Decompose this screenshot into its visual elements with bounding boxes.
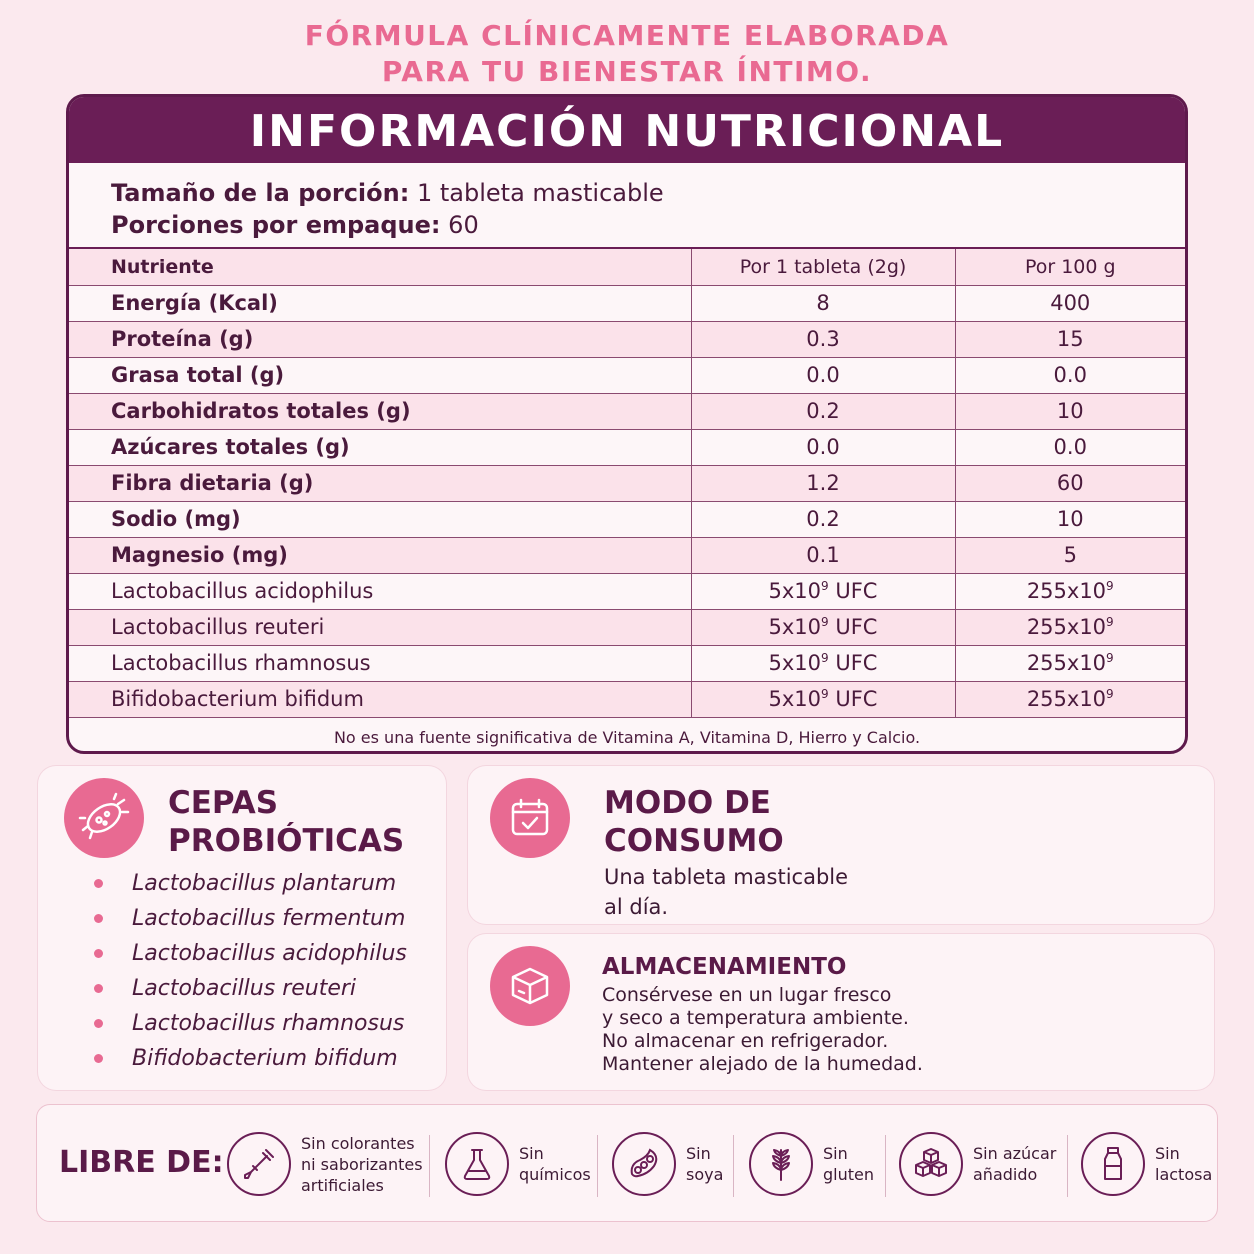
- per-100g-value: 15: [955, 321, 1185, 357]
- storage-title: ALMACENAMIENTO: [602, 954, 847, 980]
- per-tablet-value: 0.2: [691, 393, 955, 429]
- portions-label: Porciones por empaque:: [111, 211, 441, 239]
- divider: [1067, 1135, 1068, 1197]
- divider: [597, 1135, 598, 1197]
- per-tablet-value: 0.0: [691, 357, 955, 393]
- per-100g-value: $255x10^9$: [955, 573, 1185, 609]
- tagline-line-1: FÓRMULA CLÍNICAMENTE ELABORADA: [304, 19, 950, 52]
- table-row: [69, 573, 1185, 609]
- usage-title-line-2: CONSUMO: [604, 823, 784, 859]
- nutrient-name: Fibra dietaria (g): [69, 465, 691, 501]
- free-from-item: Sin lactosa: [1081, 1131, 1212, 1197]
- serving-size-label: Tamaño de la porción:: [111, 179, 410, 207]
- tagline-line-2: PARA TU BIENESTAR ÍNTIMO.: [381, 55, 873, 88]
- per-100g-value: $255x10^9$: [955, 609, 1185, 645]
- storage-line: No almacenar en refrigerador.: [602, 1030, 889, 1052]
- soy-icon: [612, 1132, 676, 1196]
- strains-title-line-2: PROBIÓTICAS: [168, 823, 405, 859]
- per-tablet-value: $5x10^9$ UFC: [691, 573, 955, 609]
- nutrition-title: INFORMACIÓN NUTRICIONAL: [69, 97, 1185, 163]
- list-item: Lactobacillus acidophilus: [94, 936, 407, 971]
- per-100g-value: 10: [955, 501, 1185, 537]
- free-from-strip: [36, 1104, 1218, 1222]
- serving-info: [69, 163, 1185, 249]
- tagline: [0, 18, 1254, 90]
- per-100g-value: 0.0: [955, 357, 1185, 393]
- per-100g-value: $255x10^9$: [955, 681, 1185, 717]
- table-row: [69, 429, 1185, 465]
- free-from-item: Sin soya: [612, 1131, 723, 1197]
- table-row: [69, 357, 1185, 393]
- flask-icon: [445, 1132, 509, 1196]
- footnote: No es una fuente significativa de Vitamina A, Vitamina D, Hierro y Calcio.: [333, 727, 921, 747]
- nutrient-name: Proteína (g): [69, 321, 691, 357]
- milk-bottle-icon: [1081, 1132, 1145, 1196]
- divider: [885, 1135, 886, 1197]
- table-row: [69, 645, 1185, 681]
- list-item: Lactobacillus rhamnosus: [94, 1006, 407, 1041]
- divider: [429, 1135, 430, 1197]
- per-tablet-value: 1.2: [691, 465, 955, 501]
- per-tablet-value: 0.2: [691, 501, 955, 537]
- divider: [733, 1135, 734, 1197]
- per-tablet-value: 0.1: [691, 537, 955, 573]
- table-row: [69, 285, 1185, 321]
- list-item: Lactobacillus plantarum: [94, 866, 407, 901]
- per-100g-value: 60: [955, 465, 1185, 501]
- table-row: [69, 393, 1185, 429]
- per-100g-value: $255x10^9$: [955, 645, 1185, 681]
- bacteria-icon: [64, 778, 144, 858]
- per-tablet-value: 0.0: [691, 429, 955, 465]
- free-from-label: LIBRE DE:: [59, 1145, 224, 1180]
- per-tablet-value: $5x10^9$ UFC: [691, 681, 955, 717]
- table-row: [69, 609, 1185, 645]
- nutrient-name: Magnesio (mg): [69, 537, 691, 573]
- free-from-item: Sin químicos: [445, 1131, 591, 1197]
- col-header-per-tablet: Por 1 tableta (2g): [691, 249, 955, 285]
- dropper-icon: [227, 1132, 291, 1196]
- nutrient-name: Energía (Kcal): [69, 285, 691, 321]
- per-100g-value: 5: [955, 537, 1185, 573]
- col-header-per-100g: Por 100 g: [955, 249, 1185, 285]
- nutrient-name: Grasa total (g): [69, 357, 691, 393]
- strains-card: [38, 766, 446, 1090]
- table-row: [69, 465, 1185, 501]
- calendar-check-icon: [490, 778, 570, 858]
- table-row: [69, 501, 1185, 537]
- nutrition-facts-panel: [66, 94, 1188, 754]
- storage-line: Consérvese en un lugar fresco: [602, 984, 892, 1006]
- usage-title-line-1: MODO DE: [604, 785, 771, 821]
- per-tablet-value: 0.3: [691, 321, 955, 357]
- wheat-icon: [749, 1132, 813, 1196]
- serving-size-value: 1 tableta masticable: [416, 179, 664, 207]
- table-row: [69, 321, 1185, 357]
- storage-line: Mantener alejado de la humedad.: [602, 1053, 923, 1075]
- strain-list: [94, 866, 407, 1076]
- portions-value: 60: [448, 211, 479, 239]
- strains-title-line-1: CEPAS: [168, 785, 279, 821]
- strain-name: Lactobacillus rhamnosus: [69, 645, 691, 681]
- table-header-row: [69, 249, 1185, 285]
- free-from-item: Sin colorantes ni saborizantes artificiales: [227, 1131, 423, 1197]
- per-100g-value: 10: [955, 393, 1185, 429]
- per-100g-value: 0.0: [955, 429, 1185, 465]
- free-from-item: Sin azúcar añadido: [899, 1131, 1056, 1197]
- table-row: [69, 681, 1185, 717]
- list-item: Lactobacillus fermentum: [94, 901, 407, 936]
- list-item: Bifidobacterium bifidum: [94, 1041, 407, 1076]
- storage-line: y seco a temperatura ambiente.: [602, 1007, 909, 1029]
- strain-name: Lactobacillus acidophilus: [69, 573, 691, 609]
- list-item: Lactobacillus reuteri: [94, 971, 407, 1006]
- per-tablet-value: $5x10^9$ UFC: [691, 645, 955, 681]
- usage-card: [468, 766, 1214, 924]
- usage-text-line-1: Una tableta masticable: [604, 865, 849, 889]
- nutrient-name: Carbohidratos totales (g): [69, 393, 691, 429]
- box-icon: [490, 946, 570, 1026]
- col-header-nutrient: Nutriente: [69, 249, 691, 285]
- free-from-item: Sin gluten: [749, 1131, 874, 1197]
- nutrient-name: Sodio (mg): [69, 501, 691, 537]
- usage-text-line-2: al día.: [604, 895, 669, 919]
- strain-name: Lactobacillus reuteri: [69, 609, 691, 645]
- sugar-cubes-icon: [899, 1132, 963, 1196]
- per-100g-value: 400: [955, 285, 1185, 321]
- storage-card: [468, 934, 1214, 1090]
- per-tablet-value: 8: [691, 285, 955, 321]
- nutrient-name: Azúcares totales (g): [69, 429, 691, 465]
- nutrition-table: [69, 249, 1185, 718]
- table-row: [69, 537, 1185, 573]
- strain-name: Bifidobacterium bifidum: [69, 681, 691, 717]
- per-tablet-value: $5x10^9$ UFC: [691, 609, 955, 645]
